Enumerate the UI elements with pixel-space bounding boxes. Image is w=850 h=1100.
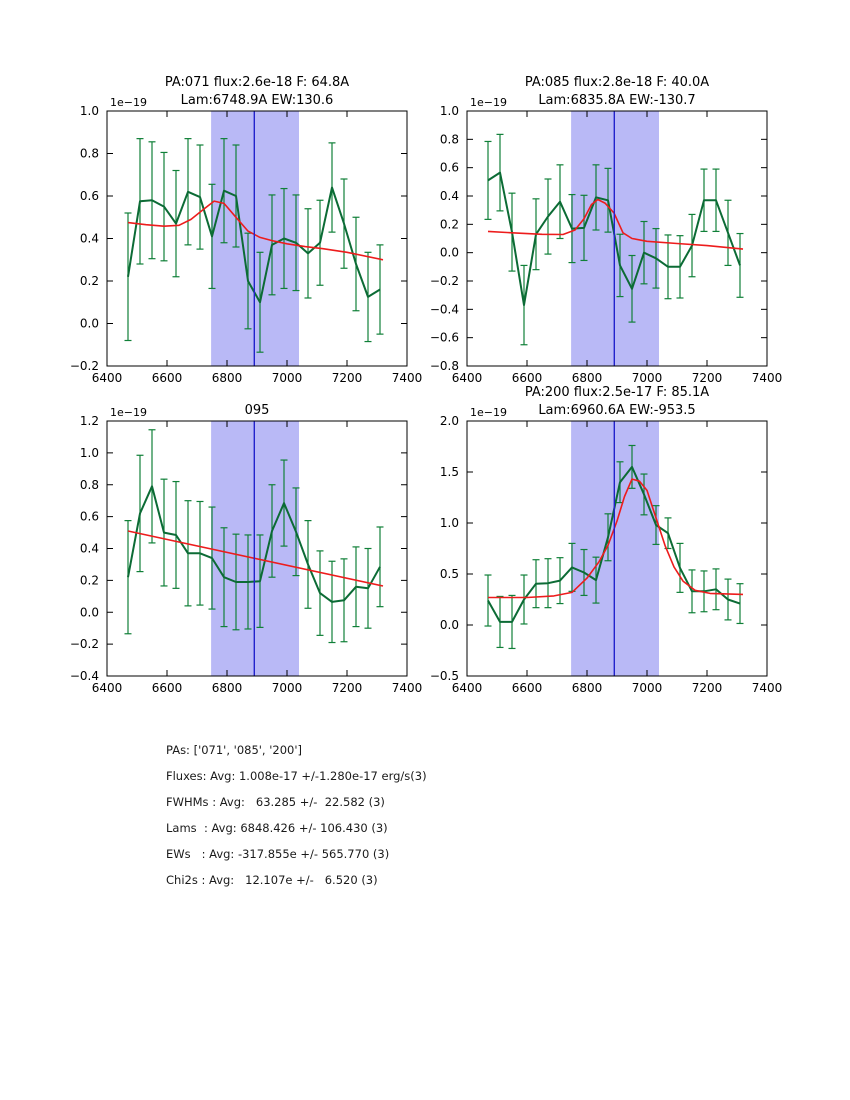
stats-line-chi2s: Chi2s : Avg: 12.107e +/- 6.520 (3) bbox=[166, 873, 378, 887]
x-tick-label: 6400 bbox=[451, 681, 483, 695]
x-tick-label: 6600 bbox=[151, 371, 183, 385]
x-tick-label: 7000 bbox=[631, 371, 663, 385]
y-tick-label: −0.6 bbox=[429, 330, 459, 345]
subplot-p095 bbox=[70, 403, 422, 695]
y-tick-label: −0.2 bbox=[69, 359, 99, 373]
y-tick-label: 0.0 bbox=[439, 618, 459, 632]
y-tick-label: 0.0 bbox=[79, 316, 99, 331]
subplot-pa071 bbox=[70, 75, 422, 385]
y-tick-label: 0.8 bbox=[439, 132, 459, 147]
subplot-title: PA:085 flux:2.8e-18 F: 40.0A bbox=[524, 75, 710, 90]
x-tick-label: 6600 bbox=[511, 681, 543, 695]
axis-offset-label: 1e−19 bbox=[470, 406, 507, 419]
y-tick-label: 0.6 bbox=[79, 509, 99, 524]
y-tick-label: −0.5 bbox=[429, 669, 459, 683]
axis-offset-label: 1e−19 bbox=[470, 96, 507, 109]
x-tick-label: 6800 bbox=[571, 371, 603, 385]
x-tick-label: 7400 bbox=[391, 371, 423, 385]
x-tick-label: 6800 bbox=[211, 371, 243, 385]
y-tick-label: 1.0 bbox=[439, 516, 459, 530]
y-tick-label: 0.8 bbox=[79, 477, 99, 492]
y-tick-label: 1.0 bbox=[439, 104, 459, 118]
x-tick-label: 7400 bbox=[751, 681, 783, 695]
highlight-band bbox=[571, 421, 659, 676]
y-tick-label: 1.0 bbox=[79, 104, 99, 118]
x-tick-label: 6600 bbox=[511, 371, 543, 385]
stats-line-lams: Lams : Avg: 6848.426 +/- 106.430 (3) bbox=[166, 821, 388, 835]
x-tick-label: 7200 bbox=[691, 371, 723, 385]
x-tick-label: 6600 bbox=[151, 681, 183, 695]
axis-offset-label: 1e−19 bbox=[110, 96, 147, 109]
x-tick-label: 7000 bbox=[271, 681, 303, 695]
y-tick-label: 0.0 bbox=[79, 605, 99, 620]
x-tick-label: 7400 bbox=[751, 371, 783, 385]
y-tick-label: 2.0 bbox=[439, 414, 459, 428]
y-tick-label: 0.6 bbox=[79, 189, 99, 203]
x-tick-label: 6400 bbox=[91, 371, 123, 385]
x-tick-label: 7200 bbox=[331, 371, 363, 385]
subplot-title: PA:071 flux:2.6e-18 F: 64.8A bbox=[164, 75, 350, 90]
subplot-title: PA:200 flux:2.5e-17 F: 85.1A bbox=[524, 385, 710, 400]
y-tick-label: 0.2 bbox=[79, 573, 99, 588]
y-tick-label: −0.2 bbox=[69, 637, 99, 652]
subplot-title: Lam:6960.6A EW:-953.5 bbox=[538, 403, 696, 418]
y-tick-label: 0.5 bbox=[439, 567, 459, 581]
stats-line-fluxes: Fluxes: Avg: 1.008e-17 +/-1.280e-17 erg/s(3) bbox=[166, 769, 427, 783]
x-tick-label: 6400 bbox=[451, 371, 483, 385]
x-tick-label: 7200 bbox=[331, 681, 363, 695]
x-tick-label: 6400 bbox=[91, 681, 123, 695]
x-tick-label: 7400 bbox=[391, 681, 423, 695]
subplot-pa085 bbox=[430, 75, 782, 385]
y-tick-label: −0.8 bbox=[429, 359, 459, 373]
stats-line-pas: PAs: ['071', '085', '200'] bbox=[166, 743, 303, 757]
subplot-title: Lam:6835.8A EW:-130.7 bbox=[538, 93, 696, 108]
summary-stats-block bbox=[166, 737, 427, 893]
stats-line-fwhms: FWHMs : Avg: 63.285 +/- 22.582 (3) bbox=[166, 795, 385, 809]
subplot-title: Lam:6748.9A EW:130.6 bbox=[180, 93, 334, 108]
stats-line-ews: EWs : Avg: -317.855e +/- 565.770 (3) bbox=[166, 847, 390, 861]
y-tick-label: 1.2 bbox=[79, 414, 99, 428]
subplot-title: 095 bbox=[244, 403, 270, 418]
y-tick-label: 0.0 bbox=[439, 245, 459, 260]
y-tick-label: −0.2 bbox=[429, 274, 459, 288]
subplot-pa200 bbox=[430, 385, 782, 695]
y-tick-label: 1.0 bbox=[79, 445, 99, 460]
y-tick-label: −0.4 bbox=[429, 302, 459, 317]
y-tick-label: 0.4 bbox=[439, 189, 459, 203]
y-tick-label: 0.4 bbox=[79, 541, 99, 556]
x-tick-label: 7200 bbox=[691, 681, 723, 695]
x-tick-label: 7000 bbox=[271, 371, 303, 385]
y-tick-label: 0.8 bbox=[79, 146, 99, 161]
y-tick-label: 0.2 bbox=[439, 217, 459, 232]
axis-offset-label: 1e−19 bbox=[110, 406, 147, 419]
y-tick-label: 0.6 bbox=[439, 160, 459, 175]
x-tick-label: 6800 bbox=[571, 681, 603, 695]
y-tick-label: 0.4 bbox=[79, 231, 99, 246]
y-tick-label: 0.2 bbox=[79, 274, 99, 288]
y-tick-label: −0.4 bbox=[69, 669, 99, 683]
x-tick-label: 7000 bbox=[631, 681, 663, 695]
x-tick-label: 6800 bbox=[211, 681, 243, 695]
y-tick-label: 1.5 bbox=[439, 465, 459, 479]
